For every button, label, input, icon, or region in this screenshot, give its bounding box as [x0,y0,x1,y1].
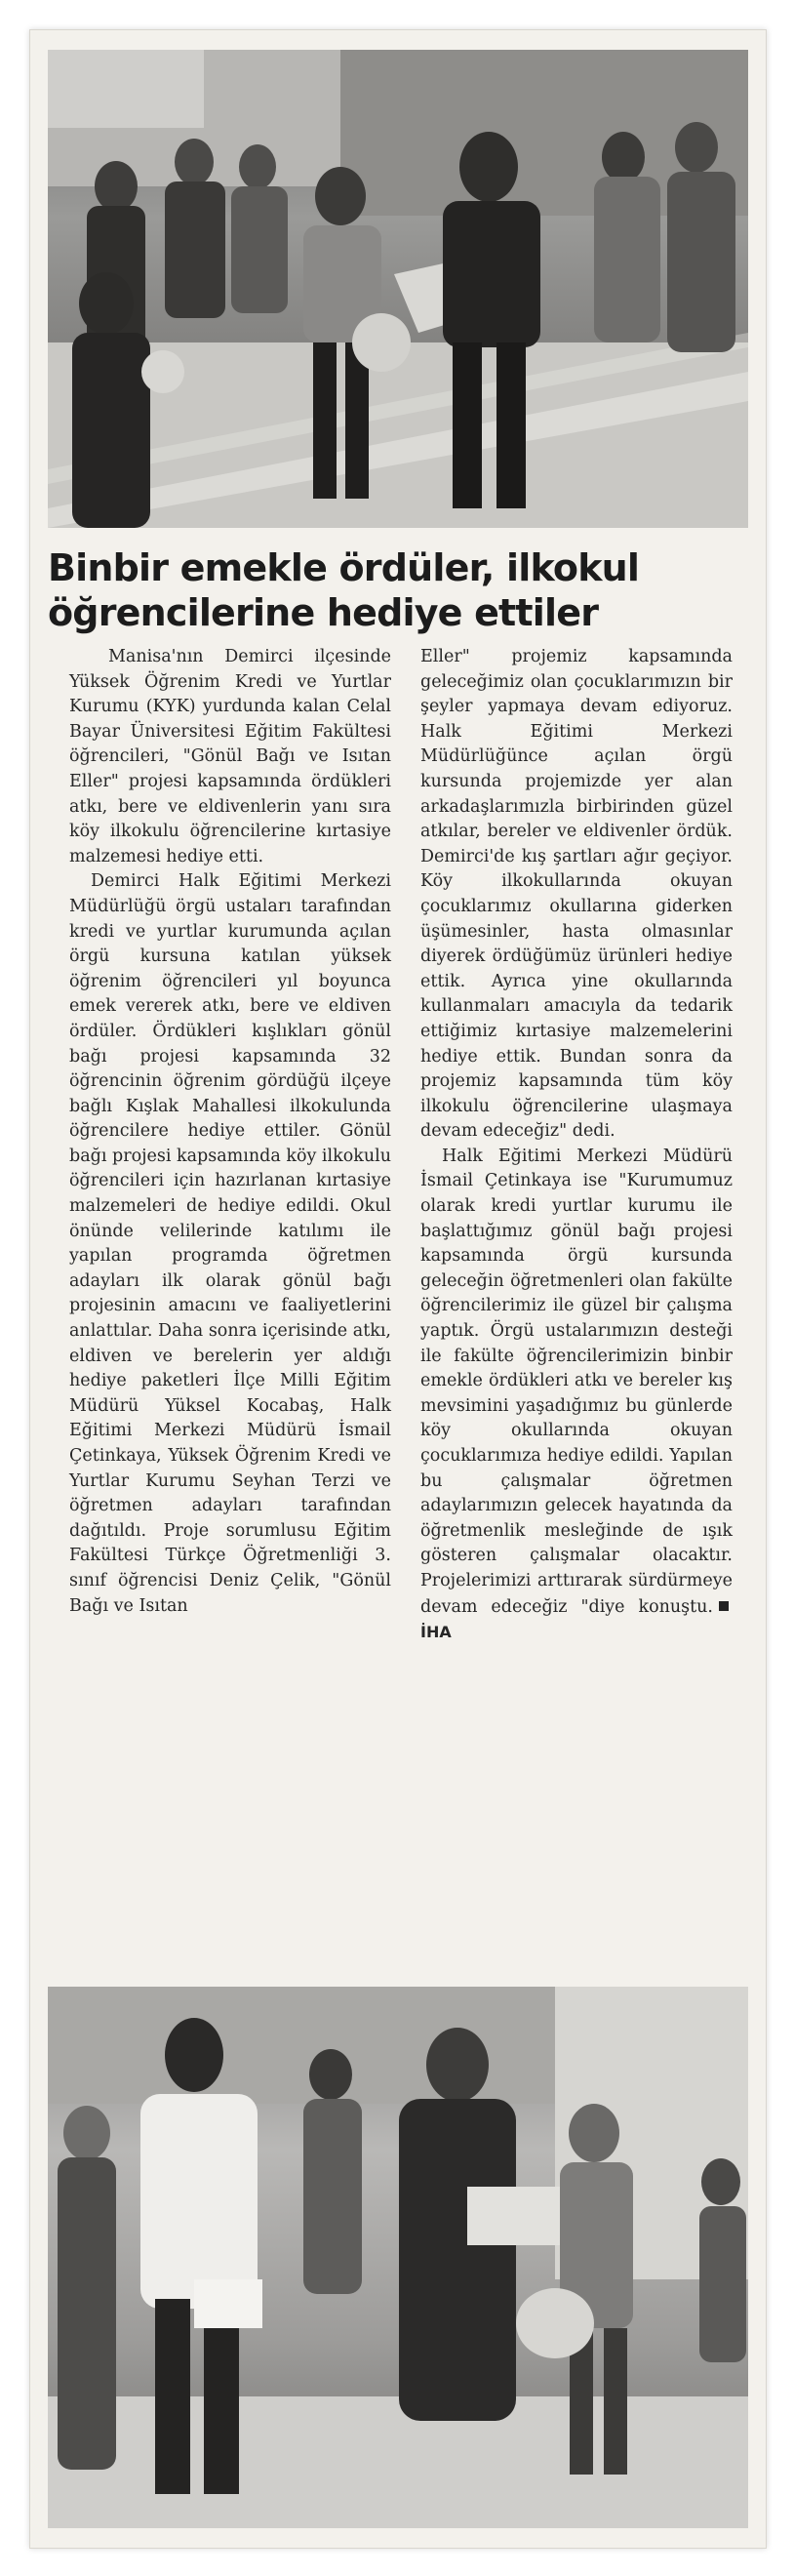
top-photo-image [48,50,748,528]
paragraph: Demirci Halk Eğitimi Merkezi Müdürlüğü örgü ustaları tarafından kredi ve yurtlar kurumunda açılan örgü kursuna katılan yüksek öğrenim öğrencileri yıl boyunca emek vererek atkı, bere ve eldiven ördüler. Ördükleri kışlıkları gönül bağı projesi kapsamında 32 öğrencinin öğrenim gördüğü ilçeye bağlı Kışlak Mahallesi ilkokulunda öğrencilere hediye ettiler. Gönül bağı projesi kapsamında köy ilkokulu öğrencileri için hazırlanan kırtasiye malzemeleri de hediye edildi. Okul önünde velilerinde katılımı ile yapılan programda öğretmen adayları ilk olarak gönül bağı projesinin amacını ve faaliyetlerini anlattılar. Daha sonra içerisinde atkı, eldiven ve berelerin yer aldığı hediye paketleri İlçe Milli Eğitim Müdürü Yüksel Kocabaş, Halk Eğitimi Merkezi Müdürü İsmail Çetinkaya, Yüksek Öğrenim Kredi ve Yurtlar Kurumu Seyhan Terzi ve öğretmen adayları tarafından dağıtıldı. Proje sorumlusu Eğitim Fakültesi Türkçe Öğretmenliği 3. sınıf öğrencisi Deniz Çelik, "Gönül Bağı ve Isıtan [69,871,392,1616]
paragraph-with-signature [420,1145,733,1646]
paragraph: Manisa'nın Demirci ilçesinde Yüksek Öğrenim Kredi ve Yurtlar Kurumu (KYK) yurdunda kalan Celal Bayar Üniversitesi Eğitim Fakültesi öğrencileri, "Gönül Bağı ve Isıtan Eller" projesi kapsamında ördükleri atkı, bere ve eldivenlerin yanı sıra köy ilkokulu öğrencilerine kırtasiye malzemesi hediye etti. [69,647,391,866]
bottom-photo [48,1987,748,2528]
paragraph: Eller" projemiz kapsamında geleceğimiz olan çocuklarımızın bir şeyler yapmaya devam ediyoruz. Halk Eğitimi Merkezi Müdürlüğünce açılan örgü kursunda projemizde yer alan arkadaşlarımızla birbirinden güzel atkılar, bereler ve eldivenler ördük. Demirci'de kış şartları ağır geçiyor. Köy ilkokullarında okuyan çocuklarımız okullarına giderken üşümesinler, hasta olmasınlar diyerek ördüğümüz ürünleri hediye ettik. Ayrıca yine okullarında kullanmaları amacıyla da tedarik ettiğimiz kırtasiye malzemelerini hediye ettik. Bundan sonra da projemiz kapsamında tüm köy ilkokulu öğrencilerine ulaşmaya devam edeceğiz" dedi. [420,647,733,1142]
agency-name: İHA [420,1623,452,1642]
headline-line-2: öğrencilerine hediye ettiler [48,591,599,634]
newspaper-clipping [29,29,767,2549]
paragraph-text: Halk Eğitimi Merkezi Müdürü İsmail Çetinkaya ise "Kurumumuz olarak kredi yurtlar kurumu ile başlattığımız gönül bağı projesi kapsamında örgü kursunda geleceğin öğretmenleri olan fakülte öğrencilerimiz ile güzel bir çalışma yaptık. Örgü ustalarımızın desteği ile fakülte öğrencilerimizin binbir emekle ördükleri atkı ve bereler kış mevsimini yaşadığımız bu günlerde köy okullarında okuyan çocuklarımıza hediye edildi. Yapılan bu çalışmalar öğretmen adaylarımızın gelecek hayatında da öğretmenlik mesleğinde de ışık gösteren çalışmalar olacaktır. Projelerimizi arttırarak sürdürmeye devam edeceğiz "diye konuştu. [420,1146,733,1617]
square-bullet-icon [719,1601,729,1611]
article-headline [48,545,748,635]
bottom-photo-image [48,1987,748,2528]
article-body [48,645,748,1972]
article-column-left [69,645,391,1619]
headline-line-1: Binbir emekle ördüler, ilkokul [48,546,640,589]
top-photo [48,50,748,528]
article-column-right [420,645,733,1646]
